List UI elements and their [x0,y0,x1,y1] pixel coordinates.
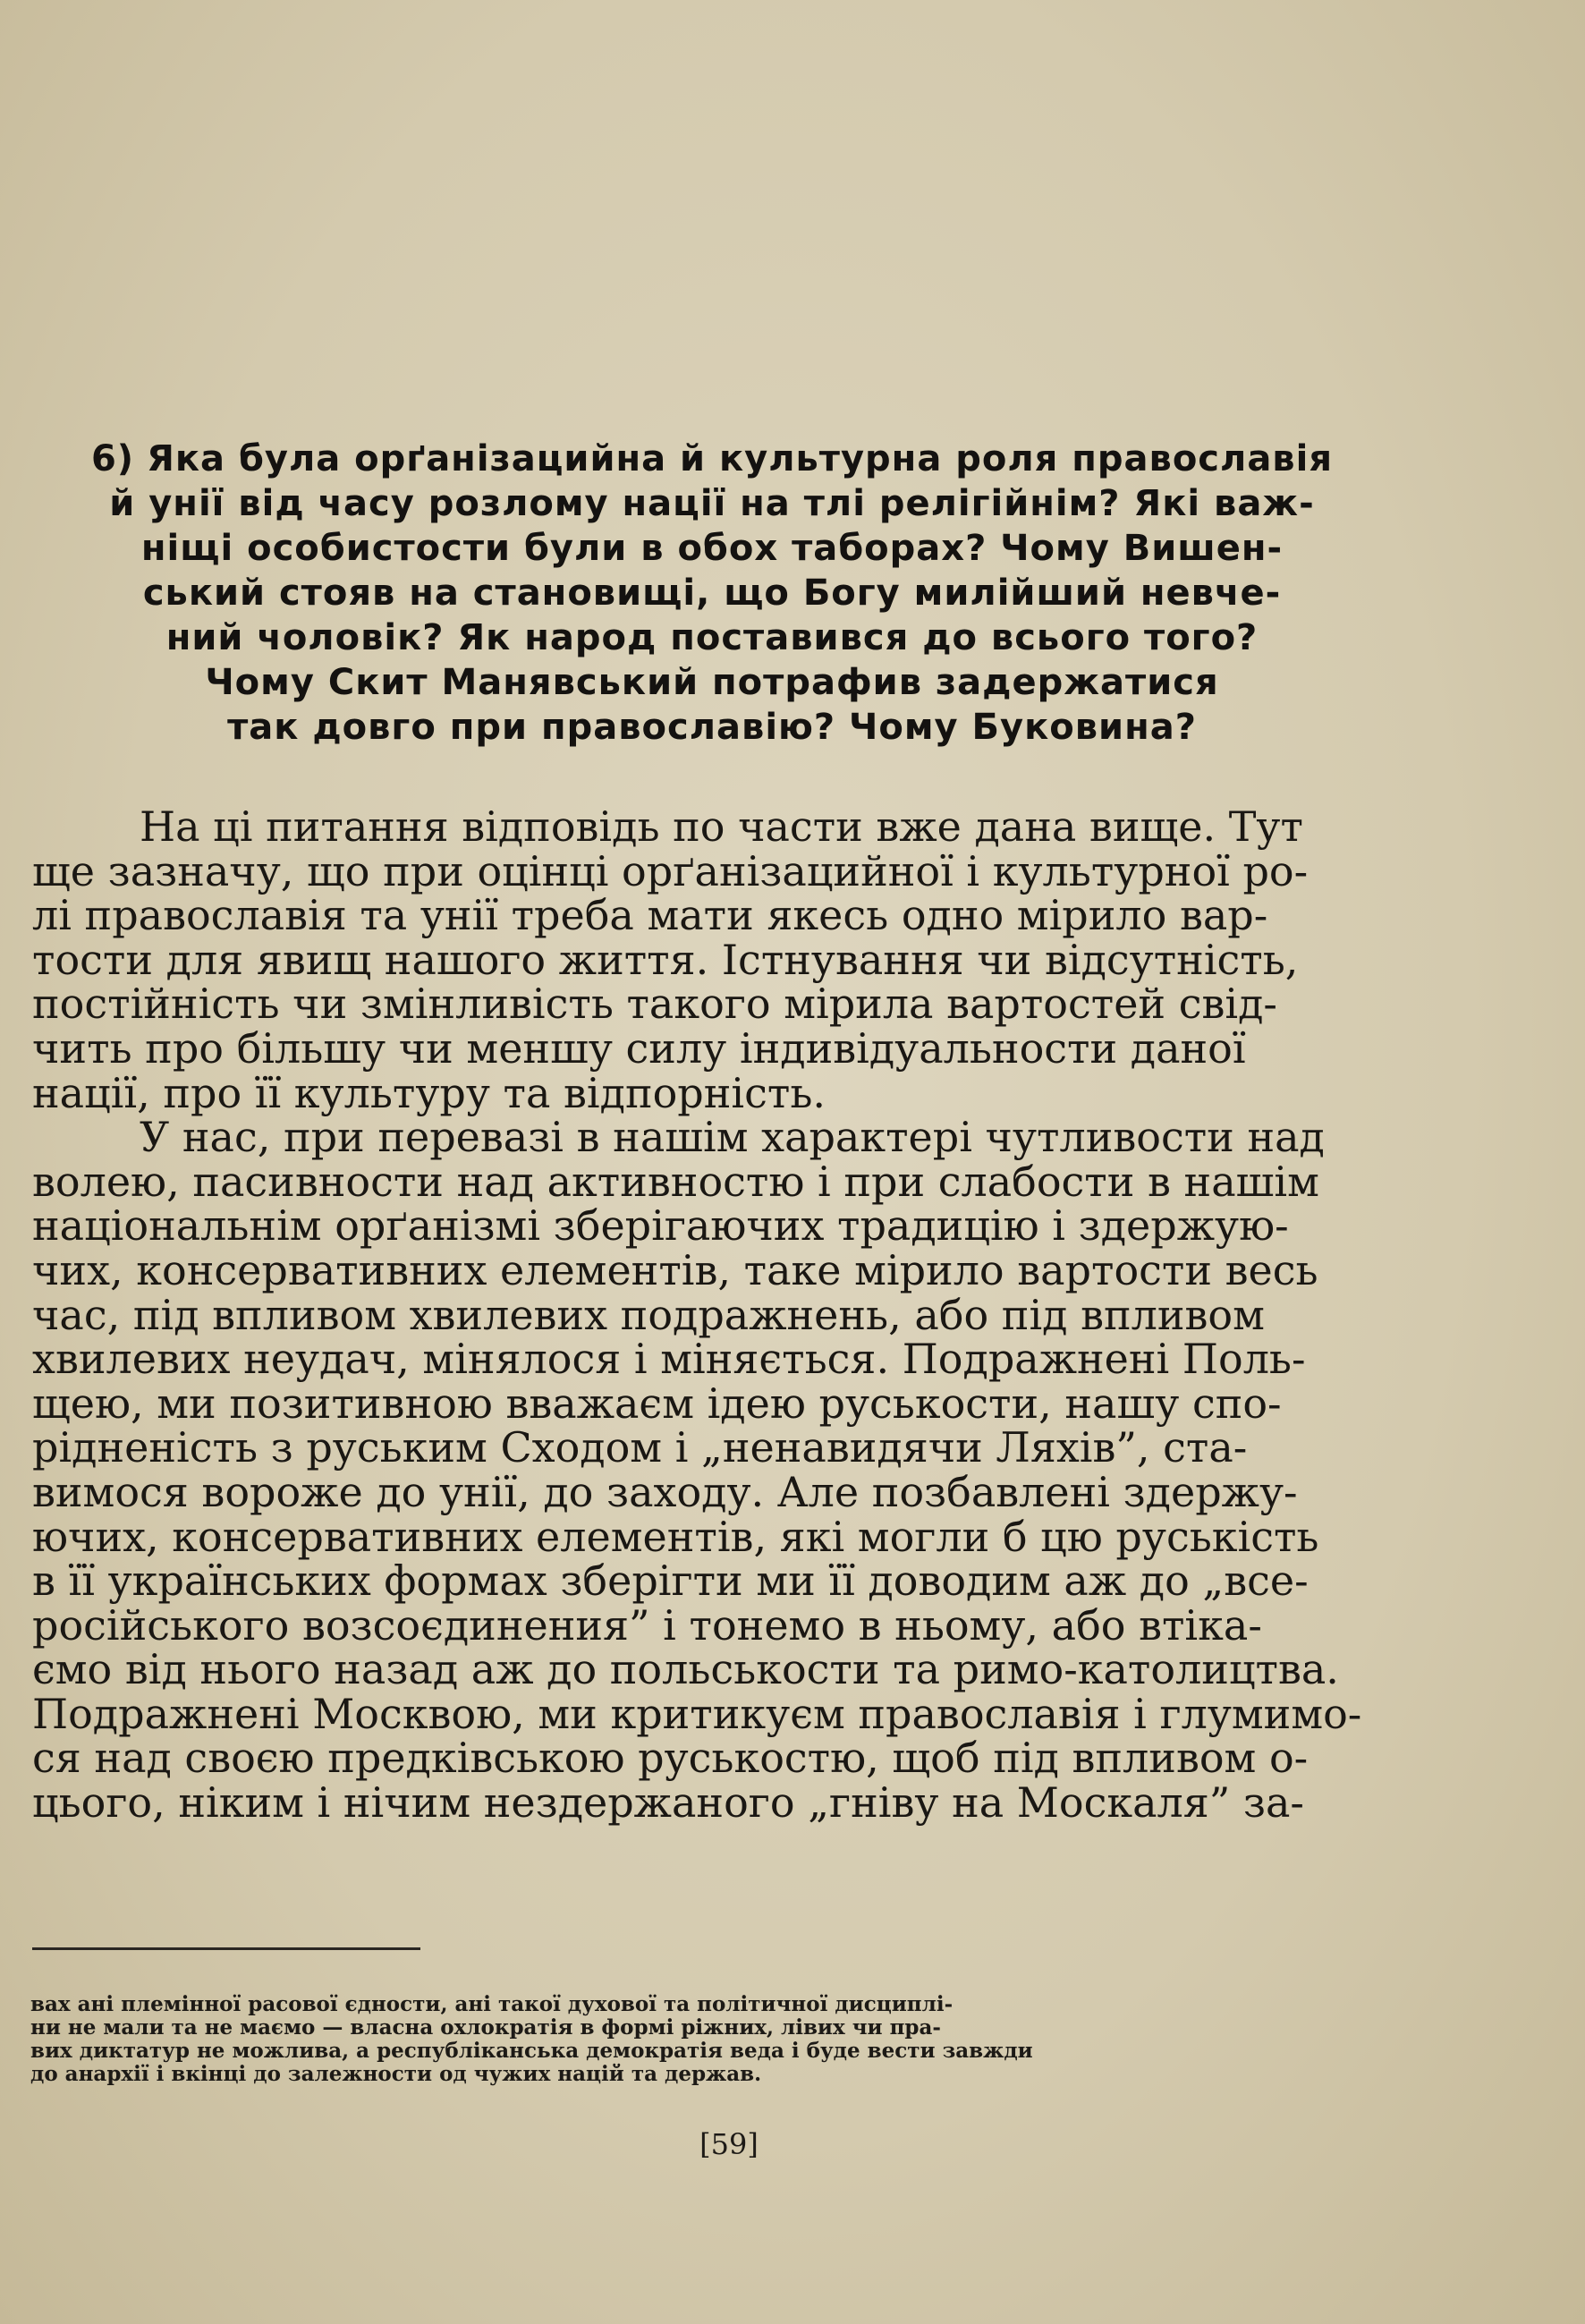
footnote-line: ни не мали та не маємо — власна охлократія в формі ріжних, лівих чи пра- [30,2015,941,2040]
body-line: ще зазначу, що при оцінці орґанізацийної і культурної ро- [32,846,1309,895]
body-line: На ці питання відповідь по части вже дана вище. Тут [140,802,1303,851]
heading-line: ський стояв на становищі, що Богу милійший невче- [142,573,1282,614]
body-line: лі православія та унії треба мати якесь одно мірило вар- [32,891,1268,940]
body-line: чих, консервативних елементів, таке мірило вартости весь [32,1245,1318,1294]
section-heading [14,437,1410,750]
body-line: ся над своєю предківською руськостю, щоб під впливом о- [32,1734,1309,1783]
body-line: нації, про її культуру та відпорність. [32,1068,826,1117]
heading-line: 6) Яка була орґанізацийна й культурна роля православія [90,438,1334,479]
heading-line: ніщі особистости були в обох таборах? Чому Вишен- [140,528,1284,569]
footnote [30,1993,1435,2086]
body-line: чить про більшу чи меншу силу індивідуальности даної [32,1023,1246,1073]
body-line: цього, ніким і нічим нездержаного „гніву на Москаля” за- [32,1778,1304,1828]
body-line: вимося вороже до унії, до заходу. Але позбавлені здержу- [32,1467,1298,1516]
body-line: У нас, при перевазі в нашім характері чутливости над [140,1113,1325,1162]
heading-line: так довго при православію? Чому Буковина? [227,707,1197,748]
body-line: в її українських формах зберігти ми її доводим аж до „все- [32,1556,1309,1606]
footnote-divider [32,1947,420,1950]
body-line: тости для явищ нашого життя. Істнування чи відсутність, [32,935,1299,984]
body-line: національнім орґанізмі зберігаючих традицію і здержую- [32,1201,1289,1251]
body-line: російського возсоєдинения” і тонемо в ньому, або втіка- [32,1600,1262,1650]
body-text [32,802,1428,1828]
heading-line: ний чоловік? Як народ поставився до всього того? [165,617,1259,658]
body-line: волею, пасивности над активностю і при слабости в нашім [32,1157,1319,1206]
body-line: ємо від нього назад аж до польськости та римо-католицтва. [32,1645,1339,1694]
body-line: Подражнені Москвою, ми критикуєм православія і глумимо- [32,1689,1362,1738]
body-line: хвилевих неудач, мінялося і міняється. Подражнені Поль- [32,1335,1306,1384]
page-number: [59] [699,2127,759,2161]
section-number: 6) [90,438,135,479]
heading-line: Чому Скит Манявський потрафив задержатися [205,662,1219,703]
heading-line: й унії від часу розлому нації на тлі релігійнім? Які важ- [109,483,1315,524]
footnote-line: вих диктатур не можлива, а республіканська демократія веда і буде вести завжди [30,2039,1033,2063]
body-line: постійність чи змінливість такого мірила вартостей свід- [32,980,1277,1029]
footnote-line: вах ані племінної расової єдности, ані такої духової та політичної дисциплі- [30,1992,954,2016]
body-line: ючих, консервативних елементів, які могли б цю руськість [32,1512,1319,1561]
body-line: час, під впливом хвилевих подражнень, або під впливом [32,1290,1265,1339]
body-line: рідненість з руським Сходом і „ненавидячи Ляхів”, ста- [32,1423,1248,1472]
footnote-line: до анархії і вкінці до залежности од чужих націй та держав. [30,2062,762,2086]
body-line: щею, ми позитивною вважаєм ідею руськости, нашу спо- [32,1378,1282,1428]
